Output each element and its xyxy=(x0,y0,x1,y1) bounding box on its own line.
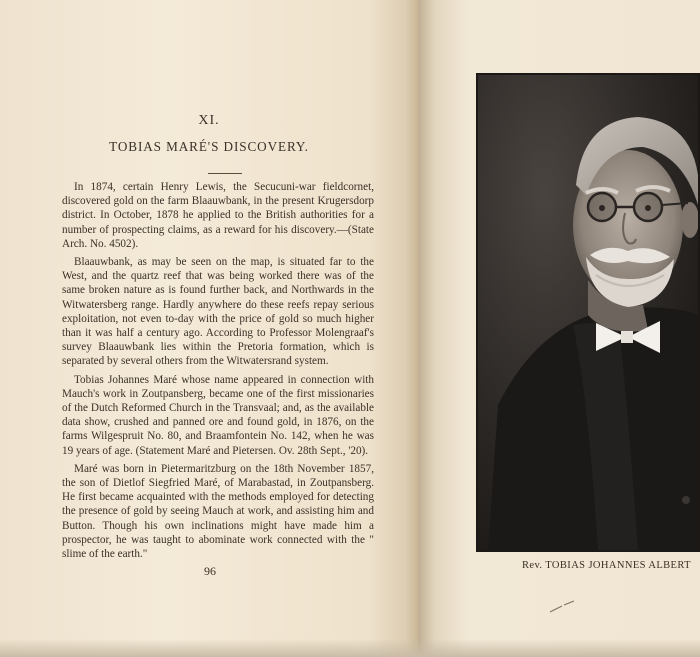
page-number: 96 xyxy=(204,564,216,578)
portrait-photo xyxy=(476,73,700,552)
portrait-illustration xyxy=(478,75,698,550)
paragraph-2: Blaauwbank, as may be seen on the map, is situated far to the West, and the quartz reef that was being worked there was of the same broken nature as is found further back, and Northwards in the Witwatersberg range. Hardly anywhere do these reefs repay serious exploitation, not even to-day with the price of gold so much higher than it was half a century ago. According to Professor Molengraaf's survey Blaauwbank lies within the Pretoria formation, which is separated by several others from the Witwatersrand system. xyxy=(62,256,374,368)
portrait-caption: Rev. TOBIAS JOHANNES ALBERT xyxy=(522,560,691,571)
chapter-title: TOBIAS MARÉ'S DISCOVERY. xyxy=(109,139,309,154)
paragraph-4: Maré was born in Pietermaritzburg on the 18th November 1857, the son of Dietlof Siegfried Maré, of Marabastad, in Zoutpansberg. He first became acquainted with the methods employed for detecting the presence of gold by seeing Mauch at work, and assisting him and Button. Though his own inclinations might have made him a prospector, he was taught to abominate work connected with the " slime of the earth." xyxy=(62,462,374,561)
title-divider xyxy=(208,173,242,174)
paragraph-1: In 1874, certain Henry Lewis, the Secucuni-war fieldcornet, discovered gold on the farm Blaauwbank, in the present Krugersdorp district. In October, 1878 he applied to the British authorities for a number of prospecting claims, as a reward for his discovery.—(State Arch. No. 4502). xyxy=(62,181,374,250)
body-text xyxy=(62,180,374,565)
pencil-mark-icon xyxy=(548,600,578,614)
page-bottom-edge xyxy=(0,639,700,657)
chapter-number: XI. xyxy=(198,113,220,128)
paragraph-3: Tobias Johannes Maré whose name appeared in connection with Mauch's work in Zoutpansberg, became one of the first missionaries of the Dutch Reformed Church in the Transvaal; and, as the available data show, crushed and panned ore and found gold, in 1876, on the farms Wilgespruit No. 80, and Braamfontein No. 142, when he was 19 years of age. (Statement Maré and Pietersen. Ov. 28th Sept., '20). xyxy=(62,373,374,457)
